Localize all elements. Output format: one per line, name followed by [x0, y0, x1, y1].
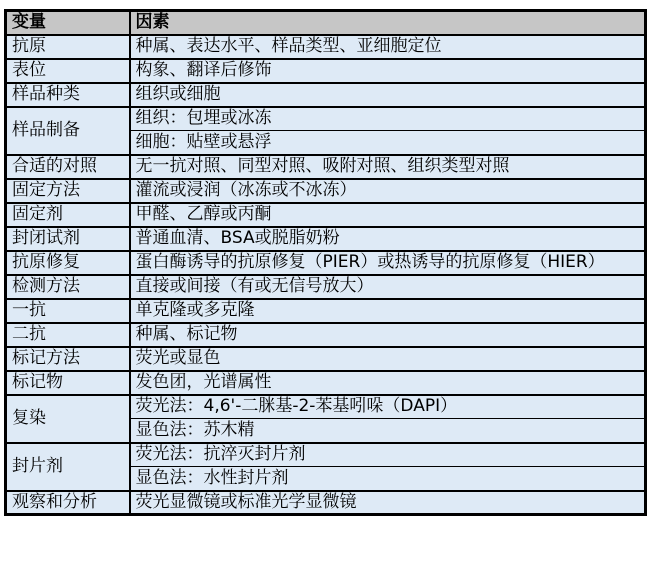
- variable-cell: 观察和分析: [6, 491, 130, 515]
- variables-factors-table: [4, 9, 647, 516]
- variable-cell: 抗原修复: [6, 251, 130, 275]
- variable-cell: 二抗: [6, 323, 130, 347]
- factor-cell: 种属、标记物: [130, 323, 646, 347]
- variable-cell: 复染: [6, 395, 130, 443]
- table-row: [6, 251, 646, 275]
- variable-cell: 抗原: [6, 35, 130, 59]
- variable-cell: 样品种类: [6, 83, 130, 107]
- table-row: [6, 443, 646, 467]
- variable-cell: 表位: [6, 59, 130, 83]
- factor-cell: 发色团，光谱属性: [130, 371, 646, 395]
- factor-cell: 细胞：贴壁或悬浮: [130, 131, 646, 155]
- variable-cell: 合适的对照: [6, 155, 130, 179]
- variable-cell: 标记物: [6, 371, 130, 395]
- factor-cell: 荧光法：4,6'-二脒基-2-苯基吲哚（DAPI）: [130, 395, 646, 419]
- header-cell-variable: 变量: [6, 11, 130, 35]
- factor-cell: 普通血清、BSA或脱脂奶粉: [130, 227, 646, 251]
- factor-cell: 构象、翻译后修饰: [130, 59, 646, 83]
- variable-cell: 封闭试剂: [6, 227, 130, 251]
- table-row: [6, 227, 646, 251]
- factor-cell: 直接或间接（有或无信号放大）: [130, 275, 646, 299]
- table-row: [6, 371, 646, 395]
- header-cell-factor: 因素: [130, 11, 646, 35]
- variable-cell: 样品制备: [6, 107, 130, 155]
- table-row: [6, 275, 646, 299]
- table-row: [6, 395, 646, 419]
- variable-cell: 固定剂: [6, 203, 130, 227]
- variable-cell: 标记方法: [6, 347, 130, 371]
- factor-cell: 组织：包埋或冰冻: [130, 107, 646, 131]
- table-row: [6, 155, 646, 179]
- factor-cell: 显色法：水性封片剂: [130, 467, 646, 491]
- table-header: [6, 11, 646, 35]
- factor-cell: 种属、表达水平、样品类型、亚细胞定位: [130, 35, 646, 59]
- factor-cell: 荧光或显色: [130, 347, 646, 371]
- factor-cell: 灌流或浸润（冰冻或不冰冻）: [130, 179, 646, 203]
- factor-cell: 荧光显微镜或标准光学显微镜: [130, 491, 646, 515]
- table-row: [6, 179, 646, 203]
- factor-cell: 无一抗对照、同型对照、吸附对照、组织类型对照: [130, 155, 646, 179]
- factor-cell: 显色法：苏木精: [130, 419, 646, 443]
- factor-cell: 荧光法：抗淬灭封片剂: [130, 443, 646, 467]
- factor-cell: 单克隆或多克隆: [130, 299, 646, 323]
- table-row: [6, 323, 646, 347]
- factor-cell: 组织或细胞: [130, 83, 646, 107]
- table-row: [6, 83, 646, 107]
- table-row: [6, 299, 646, 323]
- table-row: [6, 347, 646, 371]
- factor-cell: 甲醛、乙醇或丙酮: [130, 203, 646, 227]
- variable-cell: 固定方法: [6, 179, 130, 203]
- header-row: [6, 11, 646, 35]
- table-row: [6, 35, 646, 59]
- table-row: [6, 59, 646, 83]
- table-row: [6, 491, 646, 515]
- table-row: [6, 107, 646, 131]
- factor-cell: 蛋白酶诱导的抗原修复（PIER）或热诱导的抗原修复（HIER）: [130, 251, 646, 275]
- variable-cell: 检测方法: [6, 275, 130, 299]
- table-body: [6, 35, 646, 515]
- variable-cell: 一抗: [6, 299, 130, 323]
- variable-cell: 封片剂: [6, 443, 130, 491]
- table-row: [6, 203, 646, 227]
